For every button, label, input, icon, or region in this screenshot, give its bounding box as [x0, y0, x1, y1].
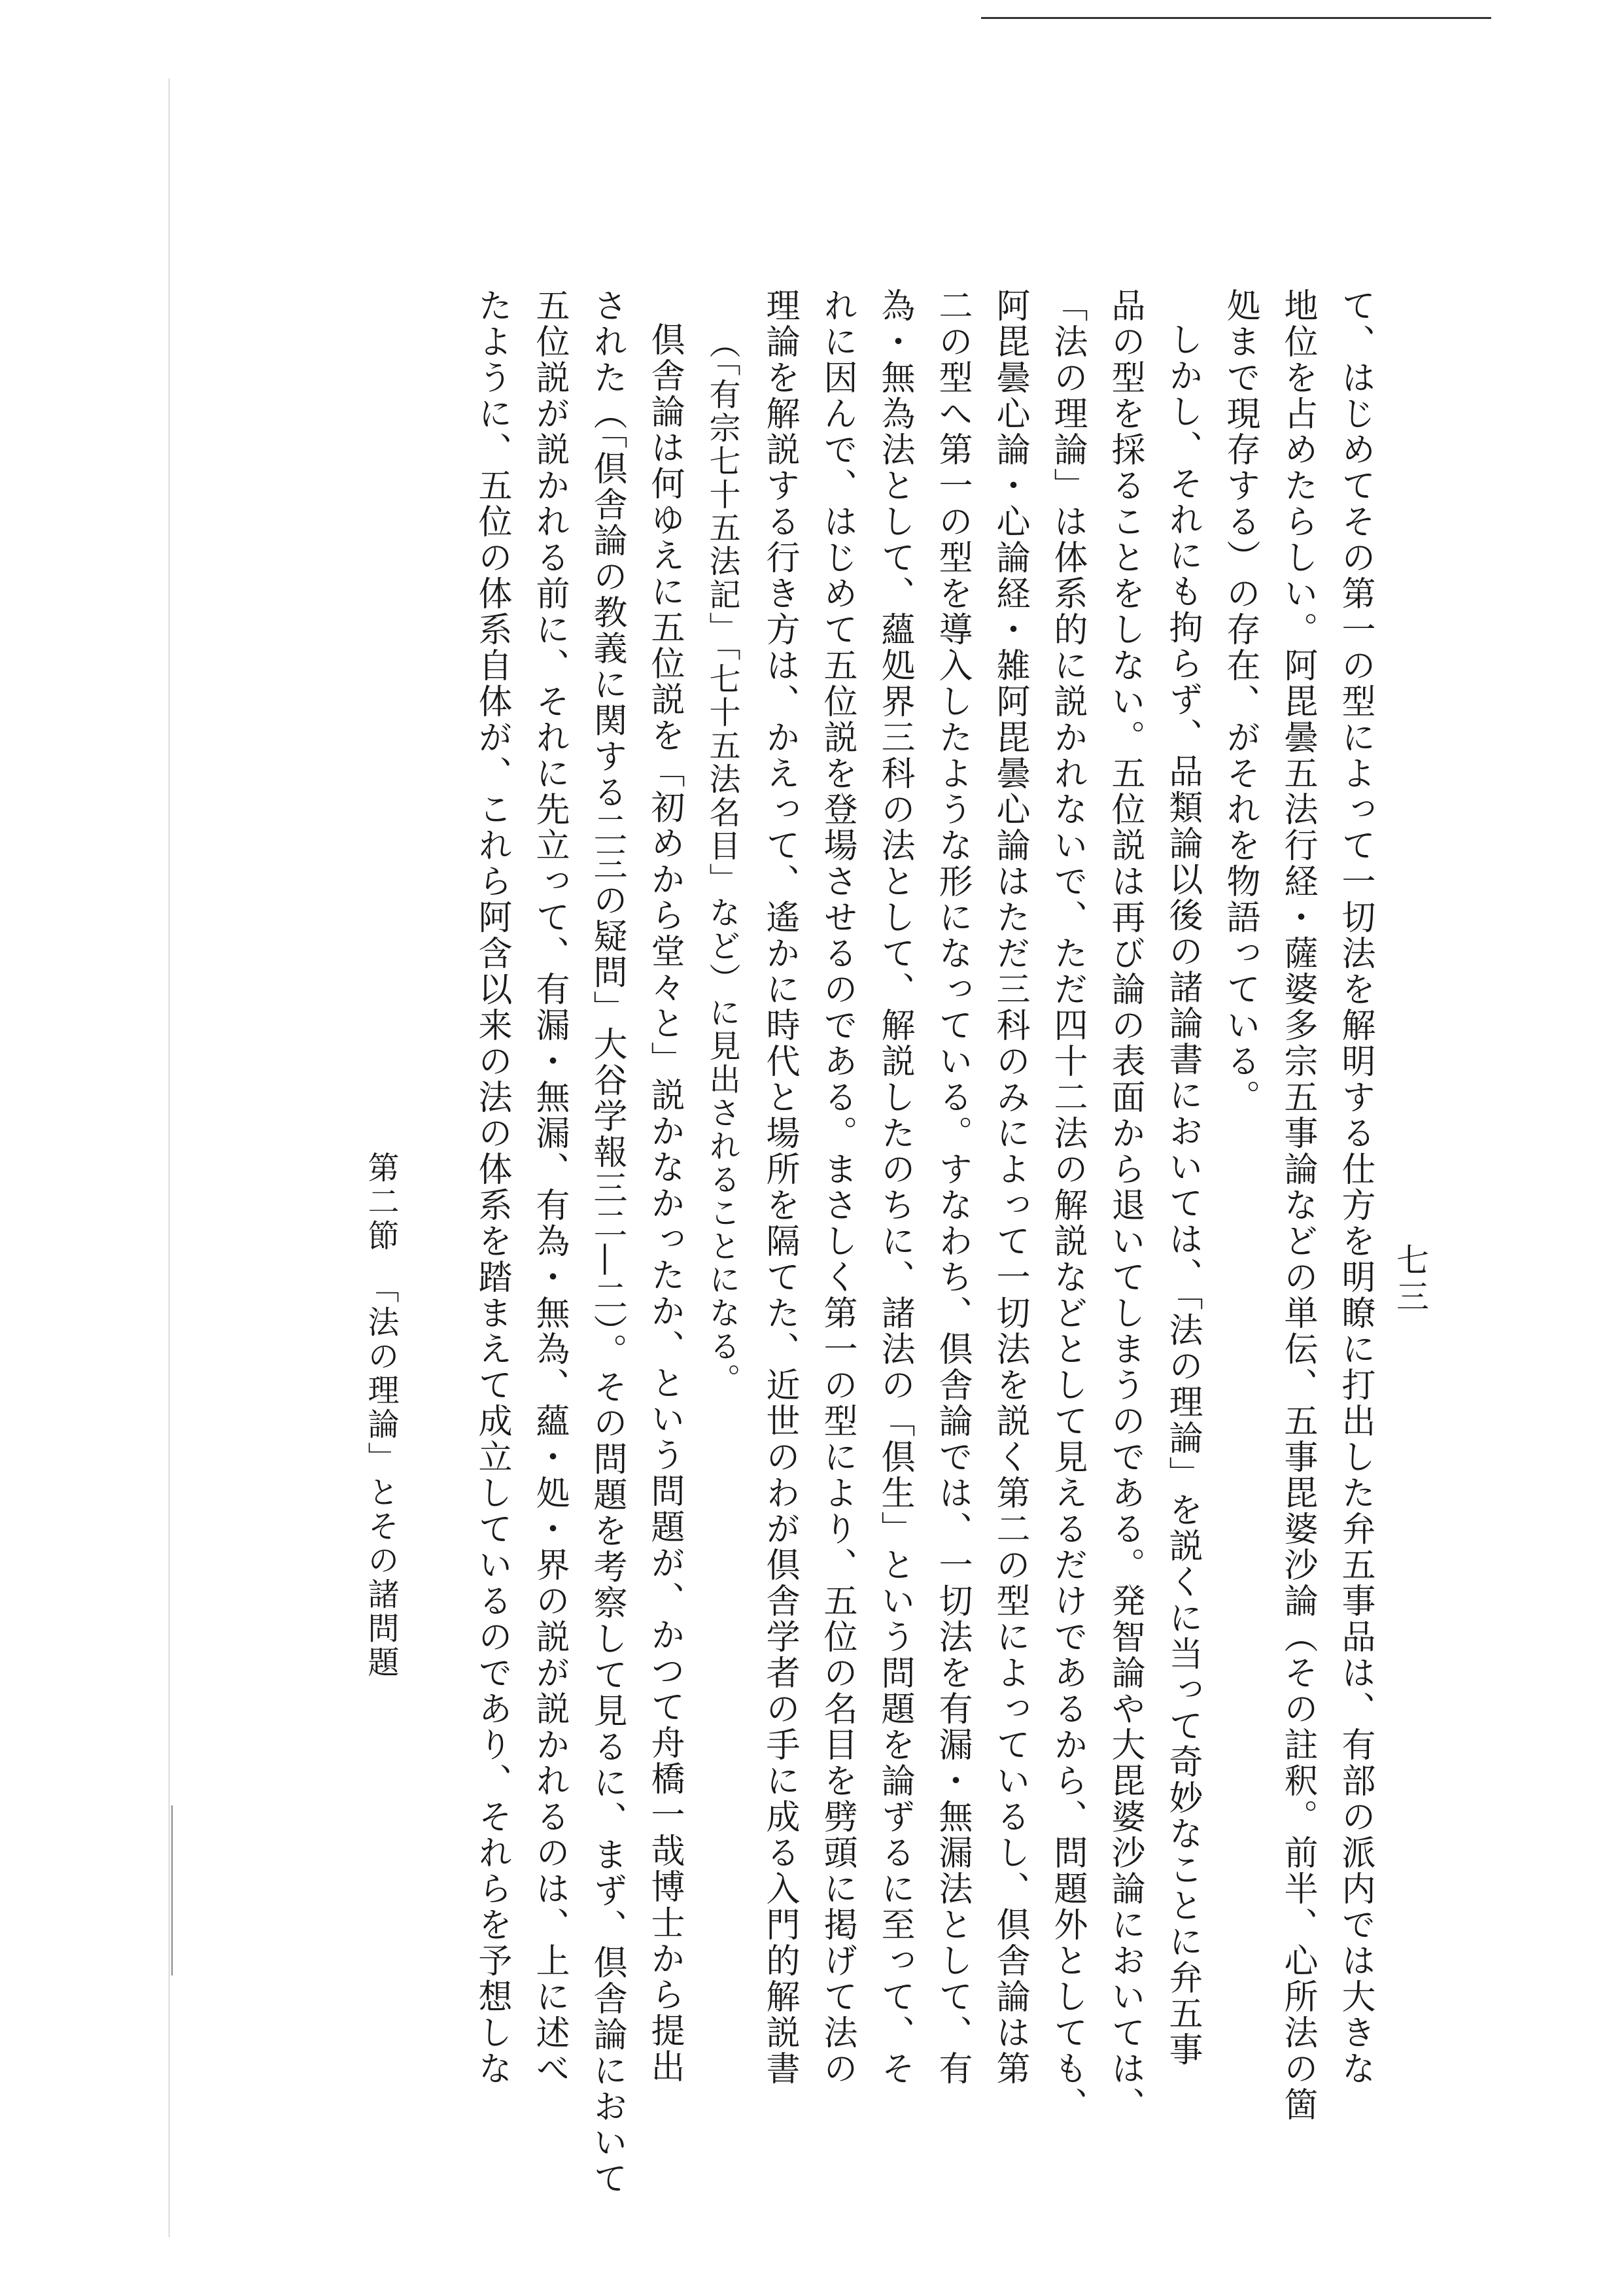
- text-line: れに因んで、はじめて五位説を登場させるのである。まさしく第一の型により、五位の名目を劈頭に掲げて法の: [818, 288, 857, 2087]
- text-line: しかし、それにも拘らず、品類論以後の諸論書においては、「法の理論」を説くに当って奇妙なことに弁五事: [1163, 322, 1202, 2068]
- text-line: 倶舎論は何ゆえに五位説を「初めから堂々と」説かなかったか、という問題が、かつて舟橋一哉博士から提出: [645, 322, 684, 2085]
- text-line: 二の型へ第一の型を導入したような形になっている。すなわち、倶舎論では、一切法を有漏・無漏法として、有: [933, 288, 972, 2087]
- text-line: 品の型を採ることをしない。五位説は再び論の表面から退いてしまうのである。発智論や大毘婆沙論においては、: [1105, 288, 1145, 2123]
- binding-mark: [171, 1805, 173, 1975]
- body-text: [364, 288, 1384, 2197]
- text-line: 処まで現存する）の存在、がそれを物語っている。: [1220, 288, 1260, 1115]
- text-line: 理論を解説する行き方は、かえって、遙かに時代と場所を隔てた、近世のわが倶舎学者の手に成る入門的解説書: [760, 288, 799, 2087]
- text-line: された（「倶舎論の教義に関する二三の疑問」大谷学報三二—二）。その問題を考察して見るに、まず、倶舎論において: [587, 288, 627, 2197]
- text-line: 「法の理論」は体系的に説かれないで、ただ四十二法の解説などとして見えるだけであるから、問題外としても、: [1048, 288, 1087, 2123]
- text-line: 為・無為法として、蘊処界三科の法として、解説したのちに、諸法の「倶生」という問題を論ずるに至って、そ: [875, 288, 914, 2087]
- running-header: 第二節 「法の理論」とその諸問題: [362, 1151, 399, 1680]
- text-line: 地位を占めたらしい。阿毘曇五法行経・薩婆多宗五事論などの単伝、五事毘婆沙論（その註釈。前半、心所法の箇: [1278, 288, 1317, 2123]
- text-line-note: （「有宗七十五法記」「七十五法名目」など）に見出されることになる。: [704, 327, 740, 1397]
- text-line: 五位説が説かれる前に、それに先立って、有漏・無漏、有為・無為、蘊・処・界の説が説かれるのは、上に述べ: [530, 288, 569, 2087]
- text-line: て、はじめてその第一の型によって一切法を解明する仕方を明瞭に打出した弁五事品は、有部の派内では大きな: [1336, 288, 1375, 2087]
- text-line: たように、五位の体系自体が、これら阿含以来の法の体系を踏まえて成立しているのであり、それらを予想しな: [472, 288, 511, 2087]
- text-line: 阿毘曇心論・心論経・雑阿毘曇心論はただ三科のみによって一切法を説く第二の型によっているし、倶舎論は第: [990, 288, 1029, 2087]
- top-rule: [981, 17, 1491, 19]
- page-number: 七三: [1391, 1243, 1429, 1316]
